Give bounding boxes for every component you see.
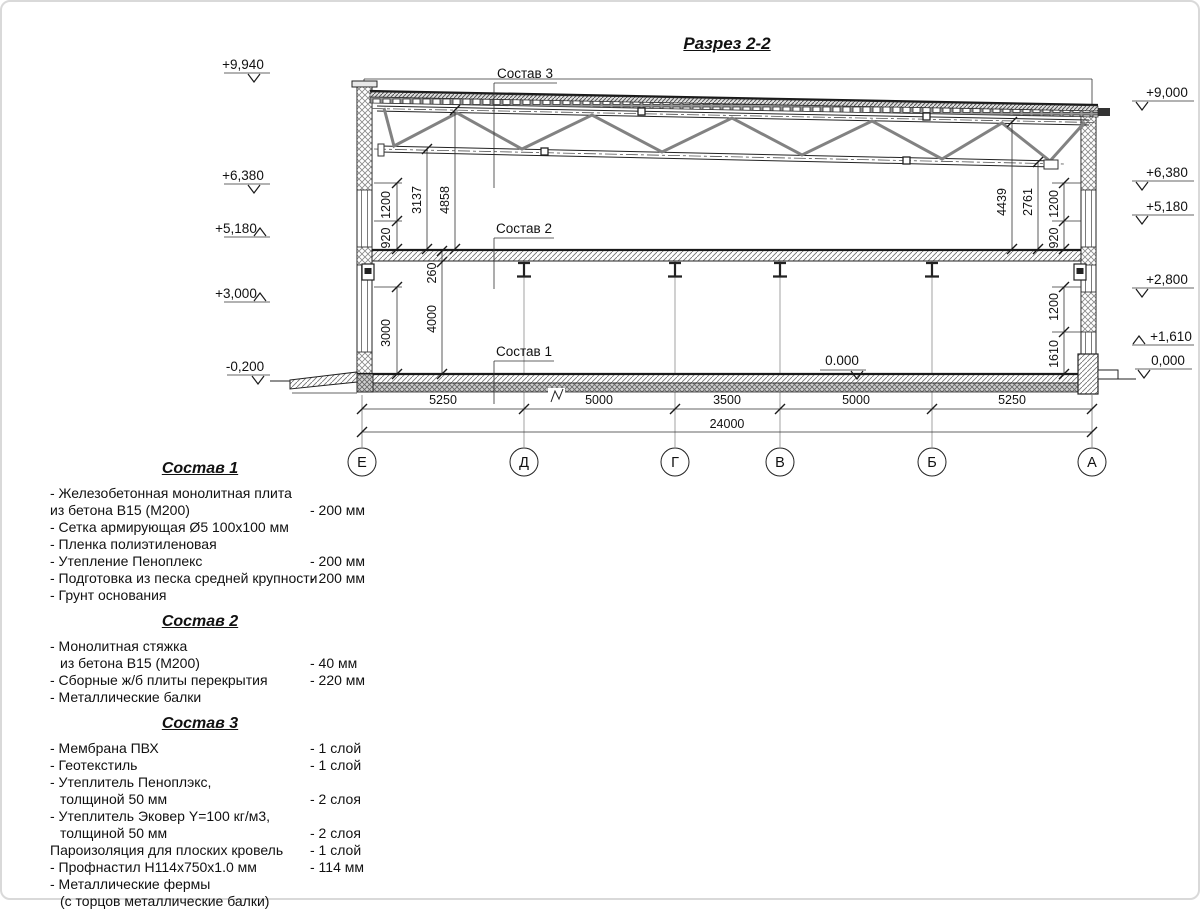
- middle-floor-slab: [362, 250, 1086, 280]
- elevation-mark: +9,940: [222, 57, 264, 72]
- leader-label: Состав 2: [496, 221, 552, 236]
- dim-label: 1200: [1047, 190, 1061, 218]
- list-item: - Утепление Пеноплекс - 200 мм: [50, 553, 366, 569]
- axis-label: Б: [927, 455, 937, 471]
- list-item: - Геотекстиль - 1 слой: [50, 757, 362, 773]
- dims-interior-right: [995, 117, 1081, 379]
- axis-bubbles: [348, 448, 1106, 476]
- elevation-mark: +5,180: [1146, 199, 1188, 214]
- elevation-mark: +3,000: [215, 286, 257, 301]
- list-item: - Монолитная стяжка из бетона В15 (М200) - 40 мм: [50, 638, 358, 671]
- dim-label: 3137: [410, 186, 424, 214]
- elevation-mark: -0,200: [225, 359, 265, 374]
- dim-label: 5250: [429, 393, 457, 407]
- elevation-mark: +6,380: [1146, 165, 1188, 180]
- dim-label: 3000: [379, 319, 393, 347]
- left-wall: [352, 81, 377, 378]
- section-drawing: [2, 2, 1202, 482]
- list-item: Пароизоляция для плоских кровель - 1 слой: [50, 842, 362, 858]
- elevation-mark: 0,000: [1151, 353, 1185, 368]
- elevation-marks-right: [1132, 85, 1194, 378]
- list-item: - Утеплитель Пеноплэкс, толщиной 50 мм - 2 слоя: [50, 774, 361, 807]
- leader-label: Состав 1: [496, 344, 552, 359]
- drawing-title: Разрез 2-2: [683, 34, 771, 53]
- floor-beam-icon: [517, 263, 939, 277]
- elevation-marks-left: [215, 57, 270, 384]
- dim-label: 1610: [1047, 340, 1061, 368]
- dim-label: 920: [1047, 227, 1061, 249]
- composition-lists: [50, 451, 384, 910]
- dim-label: 5250: [998, 393, 1026, 407]
- section-heading-2: Состав 2: [161, 613, 239, 630]
- dim-label: 2761: [1021, 188, 1035, 216]
- floor-level-mark: 0.000: [825, 353, 859, 368]
- dim-label: 3500: [713, 393, 741, 407]
- leader-label: Состав 3: [497, 66, 553, 81]
- list-item: - Сетка армирующая Ø5 100х100 мм: [50, 519, 289, 535]
- axis-label: А: [1087, 455, 1097, 471]
- roof-truss: [372, 106, 1094, 169]
- section-heading-1: Состав 1: [161, 460, 239, 477]
- dim-label: 4000: [425, 305, 439, 333]
- elevation-mark: +6,380: [222, 168, 264, 183]
- right-wall: [1081, 108, 1110, 380]
- axis-label: Е: [357, 455, 367, 471]
- dim-label: 4858: [438, 186, 452, 214]
- axis-label: Д: [519, 455, 529, 471]
- list-item: - Металлические балки: [50, 689, 202, 705]
- dim-total-label: 24000: [709, 417, 745, 431]
- elevation-mark: +2,800: [1146, 272, 1188, 287]
- elevation-mark: +5,180: [215, 221, 257, 236]
- elevation-mark: +1,610: [1150, 329, 1192, 344]
- list-item: - Профнастил Н114х750х1.0 мм - 114 мм: [50, 859, 365, 875]
- axis-label: В: [775, 455, 785, 471]
- axis-label: Г: [671, 455, 679, 471]
- dim-label: 1200: [1047, 293, 1061, 321]
- dim-label: 1200: [379, 191, 393, 219]
- dim-label: 260: [425, 262, 439, 284]
- list-item: - Грунт основания: [50, 587, 167, 603]
- list-item: - Железобетонная монолитная плита из бетона В15 (М200) - 200 мм: [50, 485, 366, 518]
- list-item: - Пленка полиэтиленовая: [50, 536, 217, 552]
- dim-label: 4439: [995, 188, 1009, 216]
- list-item: - Утеплитель Эковер Y=100 кг/м3, толщиной 50 мм - 2 слоя: [50, 808, 361, 841]
- dim-label: 5000: [585, 393, 613, 407]
- dim-label: 5000: [842, 393, 870, 407]
- list-item: - Металлические фермы (с торцов металлические балки): [50, 876, 270, 909]
- elevation-mark: +9,000: [1146, 85, 1188, 100]
- list-item: - Сборные ж/б плиты перекрытия - 220 мм: [50, 672, 366, 688]
- list-item: - Подготовка из песка средней крупности - 200 мм: [50, 570, 366, 586]
- bottom-dimensions: [357, 393, 1097, 437]
- section-heading-3: Состав 3: [161, 715, 239, 732]
- list-item: - Мембрана ПВХ - 1 слой: [50, 740, 362, 756]
- dim-label: 920: [379, 227, 393, 249]
